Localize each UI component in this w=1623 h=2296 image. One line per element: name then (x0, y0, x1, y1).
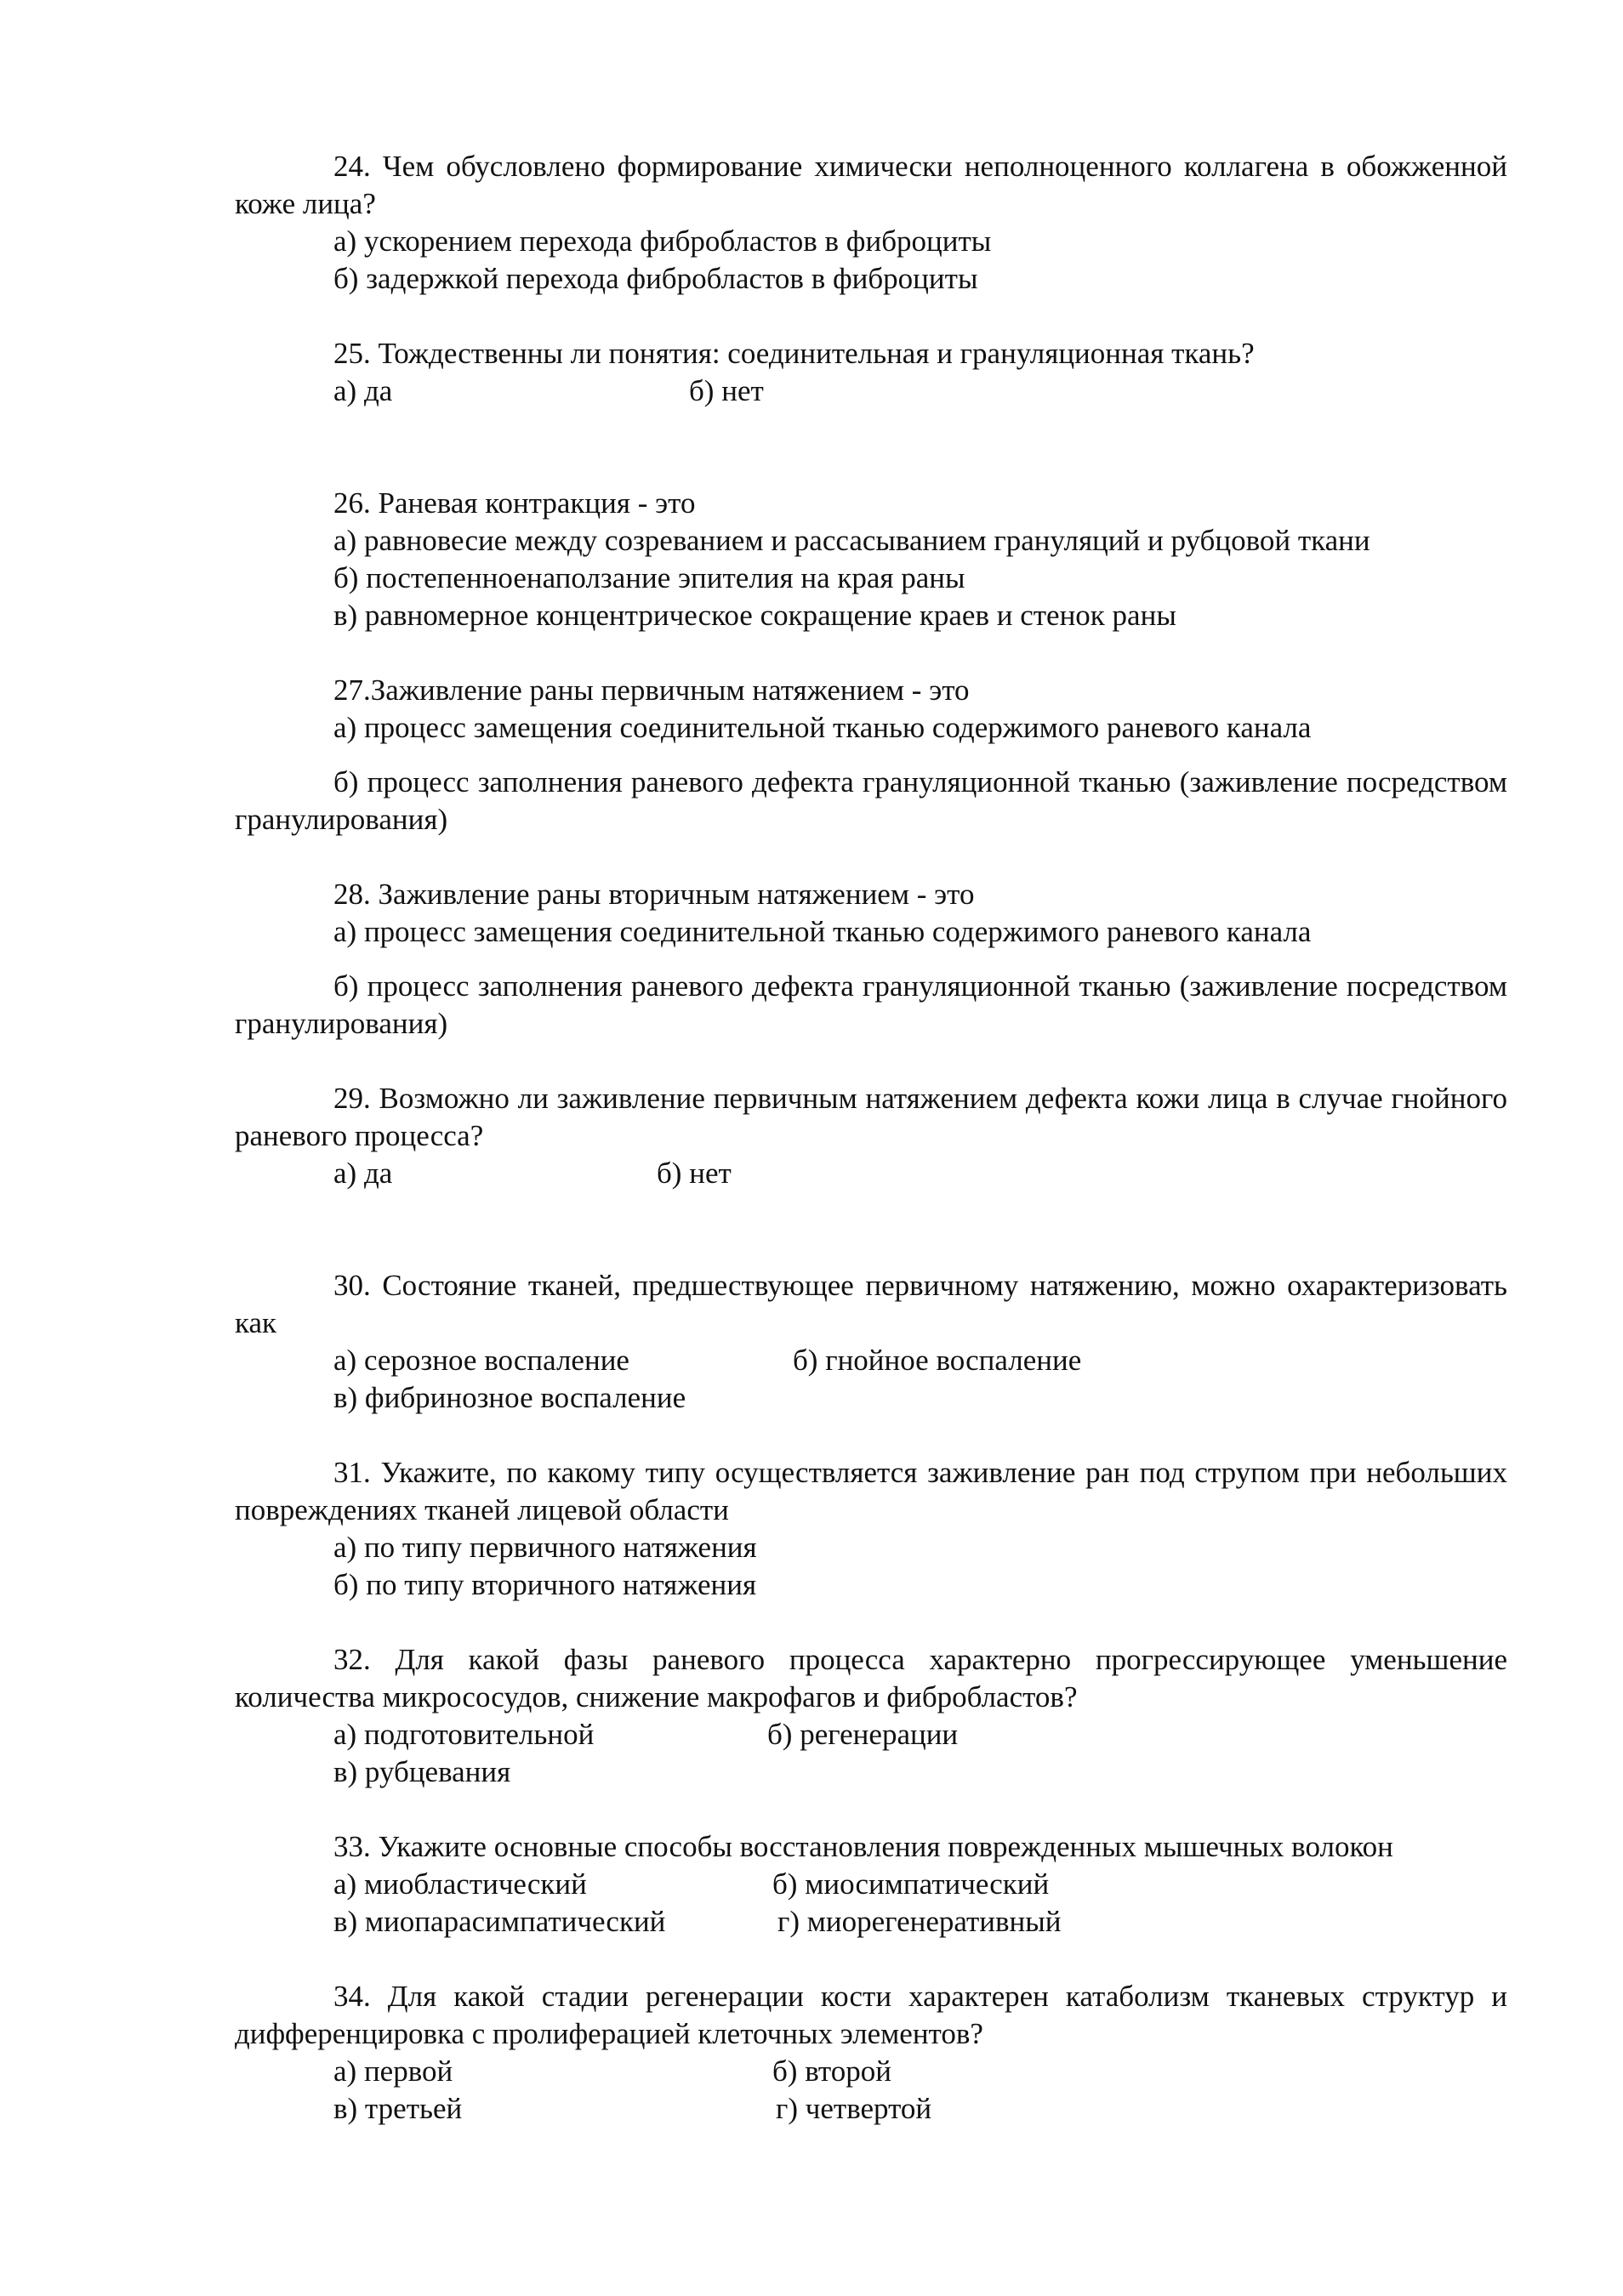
question-text: 31. Укажите, по какому типу осуществляется заживление ран под струпом при небольших повреждениях тканей лицевой области (235, 1456, 1507, 1526)
option-a: а) по типу первичного натяжения (333, 1531, 757, 1564)
question-26 (235, 485, 1507, 634)
option-b: б) процесс заполнения раневого дефекта грануляционной тканью (заживление посредством гранулирования) (235, 765, 1507, 836)
options-row (235, 1866, 1507, 1903)
question-25 (235, 335, 1507, 410)
option-c: в) равномерное концентрическое сокращение краев и стенок раны (333, 599, 1176, 632)
option-b: б) по типу вторичного натяжения (333, 1568, 757, 1601)
option-b: б) нет (689, 374, 764, 407)
options-row (235, 1716, 1507, 1753)
question-33 (235, 1828, 1507, 1941)
option-c: в) миопарасимпатический (333, 1905, 666, 1938)
question-text: 29. Возможно ли заживление первичным натяжением дефекта кожи лица в случае гнойного раневого процесса? (235, 1082, 1507, 1152)
question-text: 27.Заживление раны первичным натяжением - это (333, 673, 970, 707)
question-27 (235, 672, 1507, 838)
option-b: б) миосимпатический (772, 1867, 1050, 1901)
option-b: б) второй (772, 2054, 891, 2088)
question-31 (235, 1454, 1507, 1604)
option-a: а) серозное воспаление (333, 1344, 629, 1377)
question-text: 26. Раневая контракция - это (333, 486, 696, 520)
question-28 (235, 876, 1507, 1043)
option-a: а) равновесие между созреванием и рассасыванием грануляций и рубцовой ткани (333, 524, 1370, 557)
question-30 (235, 1267, 1507, 1417)
option-b: б) процесс заполнения раневого дефекта грануляционной тканью (заживление посредством гранулирования) (235, 969, 1507, 1040)
option-a: а) ускорением перехода фибробластов в фиброциты (333, 224, 992, 258)
option-b: б) гнойное воспаление (793, 1344, 1082, 1377)
option-b: б) задержкой перехода фибробластов в фиброциты (333, 262, 978, 295)
question-24 (235, 148, 1507, 298)
document-page (235, 148, 1507, 2165)
question-text: 33. Укажите основные способы восстановления поврежденных мышечных волокон (333, 1830, 1393, 1863)
option-a: а) процесс замещения соединительной тканью содержимого раневого канала (333, 711, 1312, 744)
question-32 (235, 1641, 1507, 1791)
option-b: б) регенерации (767, 1718, 959, 1751)
option-a: а) миобластический (333, 1867, 587, 1901)
option-b: б) постепенноенаползание эпителия на края раны (333, 561, 965, 594)
options-row (235, 1155, 1507, 1192)
options-row (235, 2090, 1507, 2128)
question-text: 28. Заживление раны вторичным натяжением - это (333, 878, 975, 911)
options-row (235, 1903, 1507, 1941)
option-b: б) нет (657, 1157, 732, 1190)
question-text: 34. Для какой стадии регенерации кости характерен катаболизм тканевых структур и дифференцировка с пролиферацией клеточных элементов? (235, 1980, 1507, 2050)
option-d: г) миорегенеративный (777, 1905, 1062, 1938)
question-text: 30. Состояние тканей, предшествующее первичному натяжению, можно охарактеризовать как (235, 1269, 1507, 1339)
option-a: а) да (333, 1157, 393, 1190)
option-c: в) третьей (333, 2092, 463, 2125)
option-a: а) да (333, 374, 393, 407)
question-29 (235, 1080, 1507, 1192)
option-c: в) рубцевания (333, 1755, 511, 1788)
options-row (235, 2053, 1507, 2090)
options-row (235, 372, 1507, 410)
options-row (235, 1342, 1507, 1379)
question-text: 25. Тождественны ли понятия: соединительная и грануляционная ткань? (333, 337, 1255, 370)
option-c: в) фибринозное воспаление (333, 1381, 686, 1414)
question-34 (235, 1978, 1507, 2128)
option-d: г) четвертой (776, 2092, 932, 2125)
question-text: 24. Чем обусловлено формирование химически неполноценного коллагена в обожженной коже лица? (235, 150, 1507, 220)
option-a: а) процесс замещения соединительной тканью содержимого раневого канала (333, 915, 1312, 948)
question-text: 32. Для какой фазы раневого процесса характерно прогрессирующее уменьшение количества микрососудов, снижение макрофагов и фибробластов? (235, 1643, 1507, 1713)
option-a: а) подготовительной (333, 1718, 595, 1751)
option-a: а) первой (333, 2054, 453, 2088)
